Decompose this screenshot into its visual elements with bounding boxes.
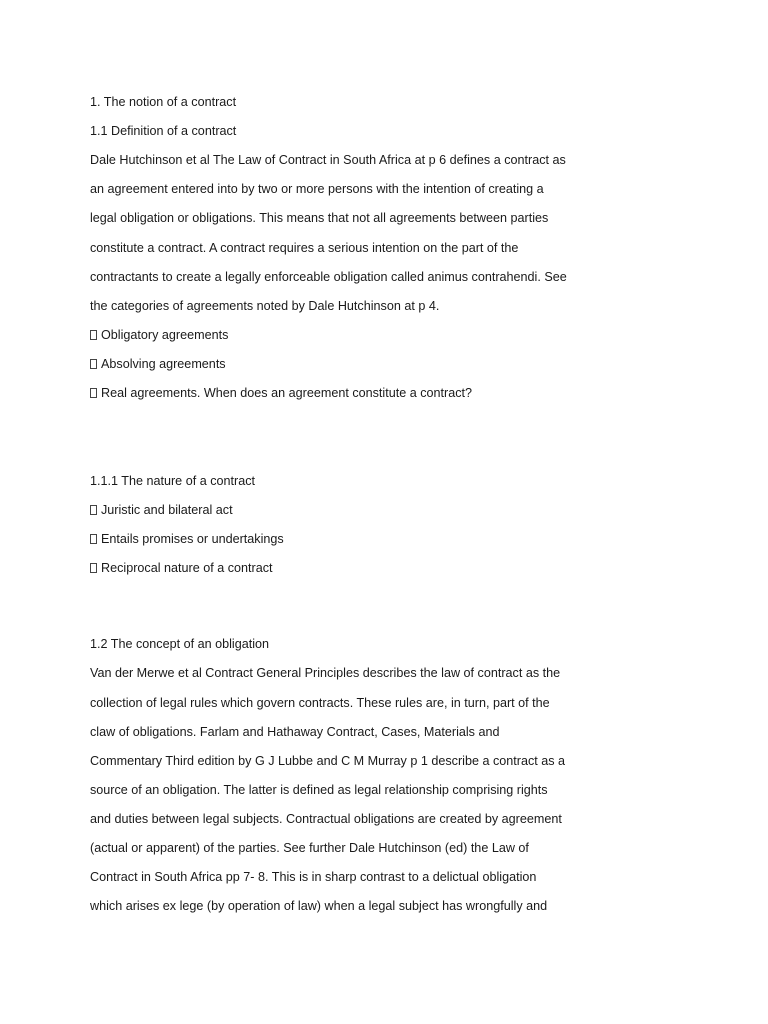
list-item	[90, 560, 273, 576]
list-item-label: Reciprocal nature of a contract	[101, 561, 273, 575]
list-item-label: Entails promises or undertakings	[101, 532, 284, 546]
missing-glyph-bullet-icon	[90, 505, 97, 515]
paragraph-line: which arises ex lege (by operation of law) when a legal subject has wrongfully and	[90, 899, 548, 913]
heading-nature-of-contract: 1.1.1 The nature of a contract	[90, 474, 255, 488]
list-item	[90, 502, 233, 518]
missing-glyph-bullet-icon	[90, 330, 97, 340]
heading-definition-of-contract: 1.1 Definition of a contract	[90, 124, 237, 138]
paragraph-line: the categories of agreements noted by Dale Hutchinson at p 4.	[90, 299, 440, 313]
paragraph-line: Commentary Third edition by G J Lubbe and C M Murray p 1 describe a contract as a	[90, 754, 566, 768]
list-item	[90, 531, 284, 547]
missing-glyph-bullet-icon	[90, 563, 97, 573]
heading-concept-of-obligation: 1.2 The concept of an obligation	[90, 637, 270, 651]
list-item	[90, 385, 472, 401]
missing-glyph-bullet-icon	[90, 359, 97, 369]
list-item	[90, 327, 228, 343]
paragraph-line: Van der Merwe et al Contract General Principles describes the law of contract as the	[90, 666, 561, 680]
missing-glyph-bullet-icon	[90, 534, 97, 544]
paragraph-line: constitute a contract. A contract requires a serious intention on the part of the	[90, 241, 519, 255]
paragraph-line: source of an obligation. The latter is defined as legal relationship comprising rights	[90, 783, 548, 797]
list-item	[90, 356, 226, 372]
list-item-label: Real agreements. When does an agreement constitute a contract?	[101, 386, 473, 400]
paragraph-line: legal obligation or obligations. This means that not all agreements between parties	[90, 211, 549, 225]
missing-glyph-bullet-icon	[90, 388, 97, 398]
list-item-label: Juristic and bilateral act	[101, 503, 233, 517]
list-item-label: Absolving agreements	[101, 357, 226, 371]
paragraph-line: contractants to create a legally enforceable obligation called animus contrahendi. See	[90, 270, 567, 284]
paragraph-line: Contract in South Africa pp 7- 8. This is in sharp contrast to a delictual obligation	[90, 870, 537, 884]
heading-notion-of-contract: 1. The notion of a contract	[90, 95, 237, 109]
paragraph-line: (actual or apparent) of the parties. See further Dale Hutchinson (ed) the Law of	[90, 841, 529, 855]
paragraph-line: claw of obligations. Farlam and Hathaway Contract, Cases, Materials and	[90, 725, 500, 739]
paragraph-line: collection of legal rules which govern contracts. These rules are, in turn, part of the	[90, 696, 550, 710]
paragraph-line: an agreement entered into by two or more persons with the intention of creating a	[90, 182, 544, 196]
paragraph-line: and duties between legal subjects. Contractual obligations are created by agreement	[90, 812, 562, 826]
list-item-label: Obligatory agreements	[101, 328, 229, 342]
paragraph-line: Dale Hutchinson et al The Law of Contract in South Africa at p 6 defines a contract as	[90, 153, 566, 167]
